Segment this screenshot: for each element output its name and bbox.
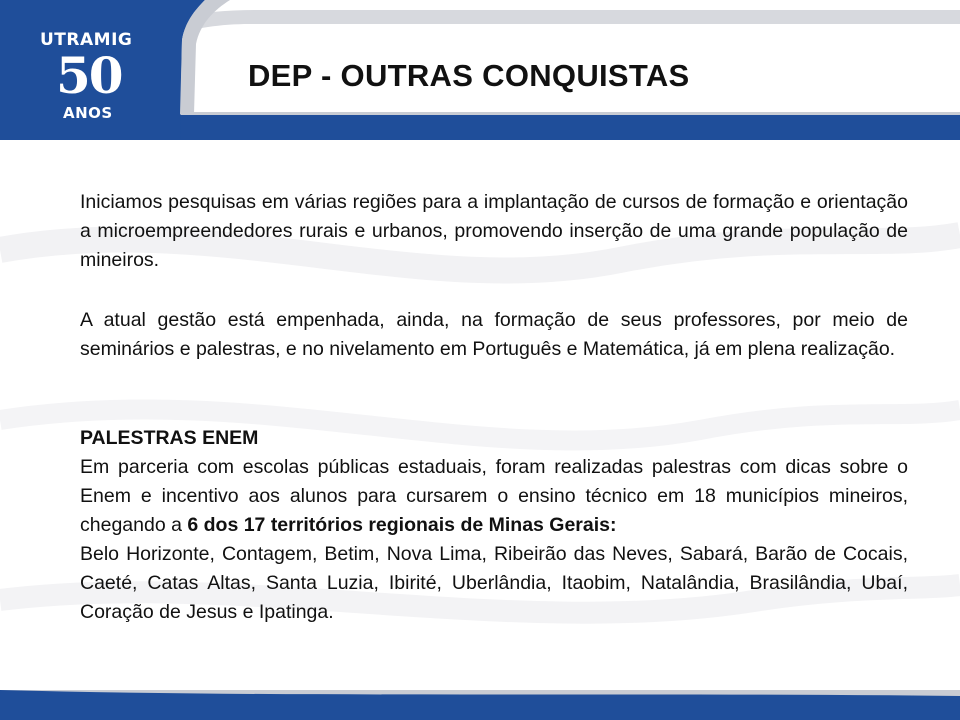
enem-heading: PALESTRAS ENEM <box>80 427 259 449</box>
enem-paragraph <box>80 453 908 540</box>
utramig-logo <box>0 0 178 140</box>
footer-band <box>0 690 960 720</box>
body-text <box>80 188 908 627</box>
enem-text: Em parceria com escolas públicas estaduais, foram realizadas palestras com dicas sobre o Enem e incentivo aos alunos para cursarem o ensino técnico em 18 municípios mineiros, chegando a <box>80 456 908 536</box>
enem-cities: Belo Horizonte, Contagem, Betim, Nova Lima, Ribeirão das Neves, Sabará, Barão de Cocais, Caeté, Catas Altas, Santa Luzia, Ibirité, Uberlândia, Itaobim, Natalândia, Brasilândia, Ubaí, Coração de Jesus e Ipatinga. <box>80 543 908 623</box>
logo-years: 50 <box>56 46 122 105</box>
paragraph-management: A atual gestão está empenhada, ainda, na formação de seus professores, por meio de seminários e palestras, e no nivelamento em Português e Matemática, já em plena realização. <box>80 309 908 360</box>
paragraph-research: Iniciamos pesquisas em várias regiões para a implantação de cursos de formação e orientação a microempreendedores rurais e urbanos, promovendo inserção de uma grande população de mineiros. <box>80 191 908 271</box>
logo-name: UTRAMIG <box>40 30 133 50</box>
logo-anos-label: ANOS <box>63 104 113 122</box>
enem-text-bold: 6 dos 17 territórios regionais de Minas Gerais: <box>187 514 617 536</box>
page-title: DEP - OUTRAS CONQUISTAS <box>248 58 690 93</box>
